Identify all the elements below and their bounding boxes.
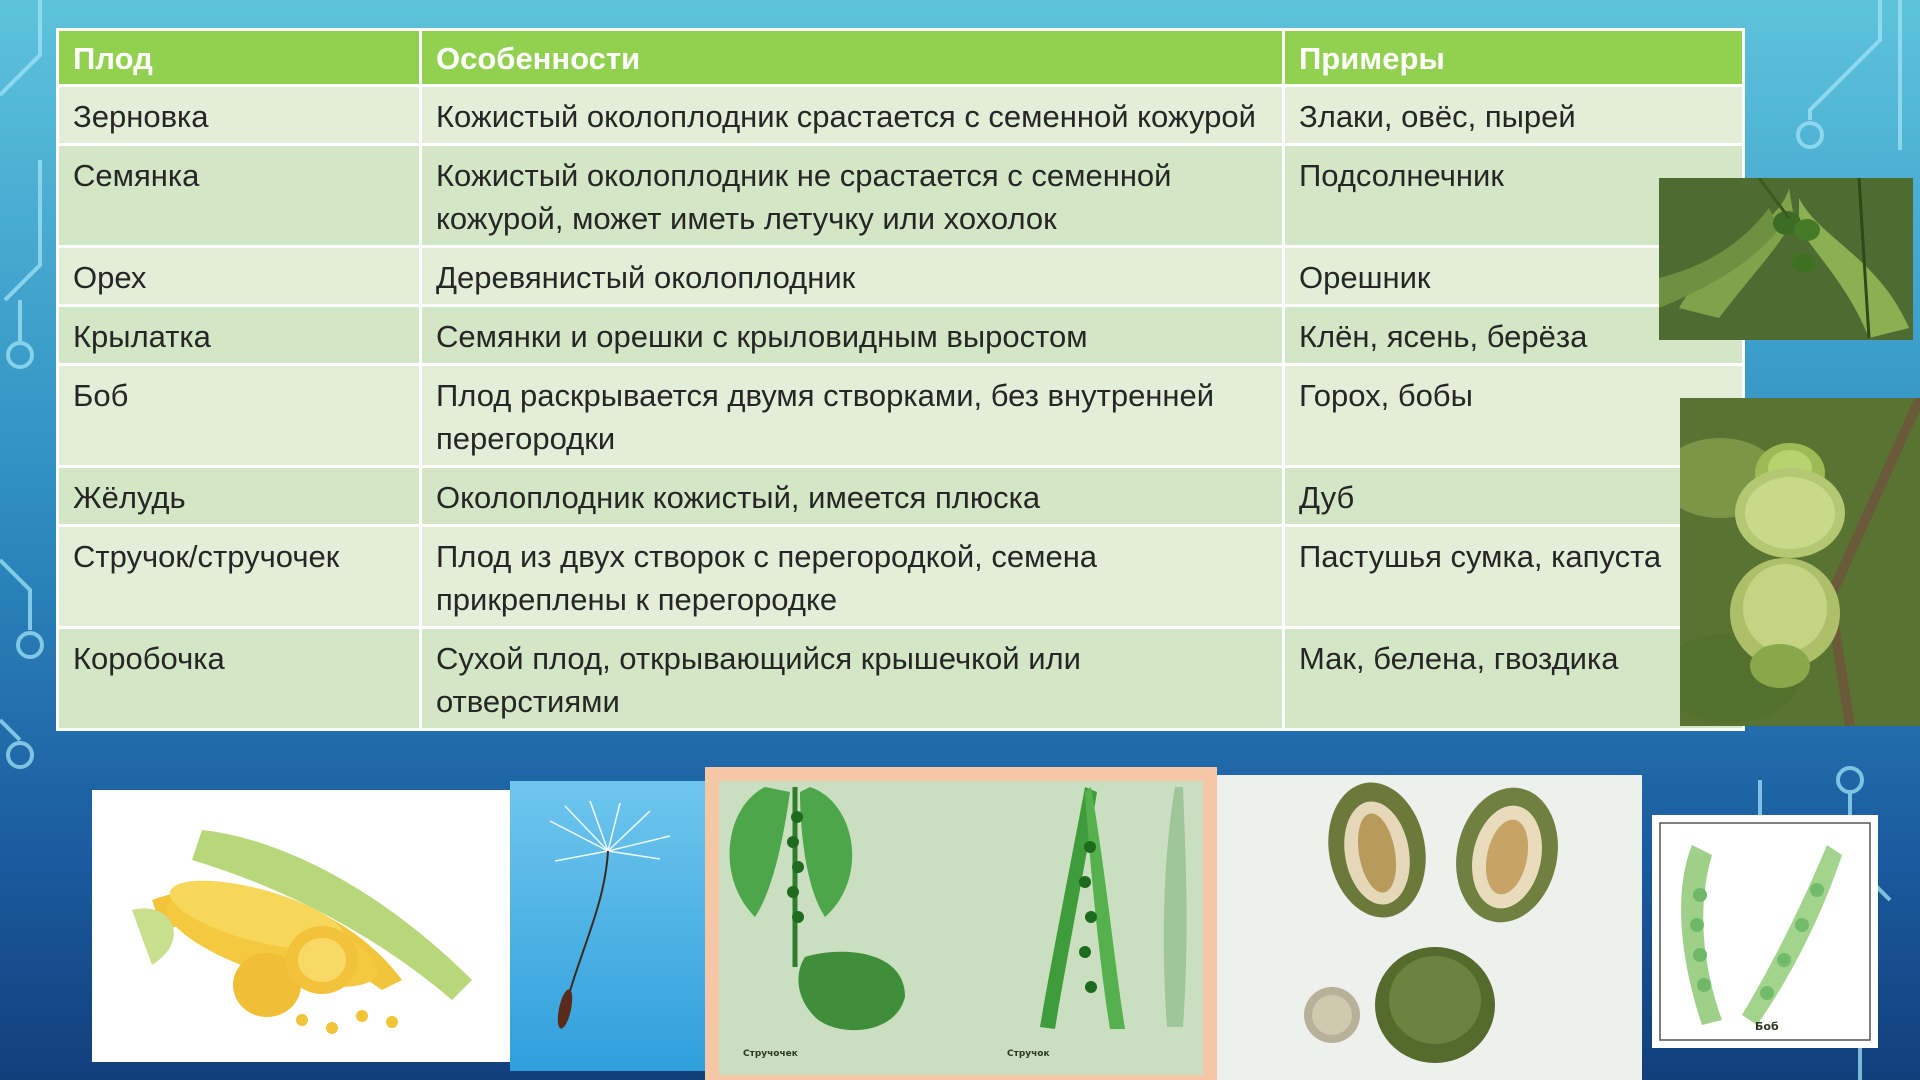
corn-photo xyxy=(92,790,510,1062)
dandelion-seed-photo xyxy=(510,781,705,1071)
table-row xyxy=(58,247,1744,306)
legume-caption: Боб xyxy=(1755,1020,1779,1033)
fruit-cell: Зерновка xyxy=(58,86,421,145)
fruit-cell: Семянка xyxy=(58,145,421,247)
legume-illustration xyxy=(1652,815,1878,1048)
table-row xyxy=(58,365,1744,467)
features-cell: Околоплодник кожистый, имеется плюска xyxy=(421,467,1284,526)
table-row xyxy=(58,86,1744,145)
siliqua-diagram xyxy=(705,767,1217,1080)
examples-cell: Подсолнечник xyxy=(1284,145,1744,247)
table-row xyxy=(58,306,1744,365)
fruit-cell: Боб xyxy=(58,365,421,467)
maple-samara-photo xyxy=(1659,178,1913,340)
features-cell: Плод из двух створок с перегородкой, семена прикреплены к перегородке xyxy=(421,526,1284,628)
fruit-cell: Стручок/стручочек xyxy=(58,526,421,628)
fruit-cell: Коробочка xyxy=(58,628,421,730)
fruit-table xyxy=(56,28,1745,731)
examples-cell: Злаки, овёс, пырей xyxy=(1284,86,1744,145)
silicula-caption: Стручочек xyxy=(743,1049,798,1059)
features-cell: Сухой плод, открывающийся крышечкой или отверстиями xyxy=(421,628,1284,730)
table-row xyxy=(58,628,1744,730)
fruit-cell: Крылатка xyxy=(58,306,421,365)
header-features: Особенности xyxy=(421,30,1284,86)
features-cell: Кожистый околоплодник не срастается с семенной кожурой, может иметь летучку или хохолок xyxy=(421,145,1284,247)
examples-cell: Пастушья сумка, капуста xyxy=(1284,526,1744,628)
examples-cell: Горох, бобы xyxy=(1284,365,1744,467)
fruit-cell: Орех xyxy=(58,247,421,306)
features-cell: Деревянистый околоплодник xyxy=(421,247,1284,306)
fruit-cell: Жёлудь xyxy=(58,467,421,526)
examples-cell: Орешник xyxy=(1284,247,1744,306)
table-row xyxy=(58,526,1744,628)
header-examples: Примеры xyxy=(1284,30,1744,86)
features-cell: Кожистый околоплодник срастается с семенной кожурой xyxy=(421,86,1284,145)
examples-cell: Дуб xyxy=(1284,467,1744,526)
examples-cell: Мак, белена, гвоздика xyxy=(1284,628,1744,730)
features-cell: Плод раскрывается двумя створками, без внутренней перегородки xyxy=(421,365,1284,467)
capsule-photo xyxy=(1217,775,1642,1080)
examples-cell: Клён, ясень, берёза xyxy=(1284,306,1744,365)
siliqua-caption: Стручок xyxy=(1007,1049,1050,1059)
acorn-photo xyxy=(1680,398,1920,726)
header-fruit: Плод xyxy=(58,30,421,86)
table-row xyxy=(58,145,1744,247)
features-cell: Семянки и орешки с крыловидным выростом xyxy=(421,306,1284,365)
table-header-row xyxy=(58,30,1744,86)
table-row xyxy=(58,467,1744,526)
